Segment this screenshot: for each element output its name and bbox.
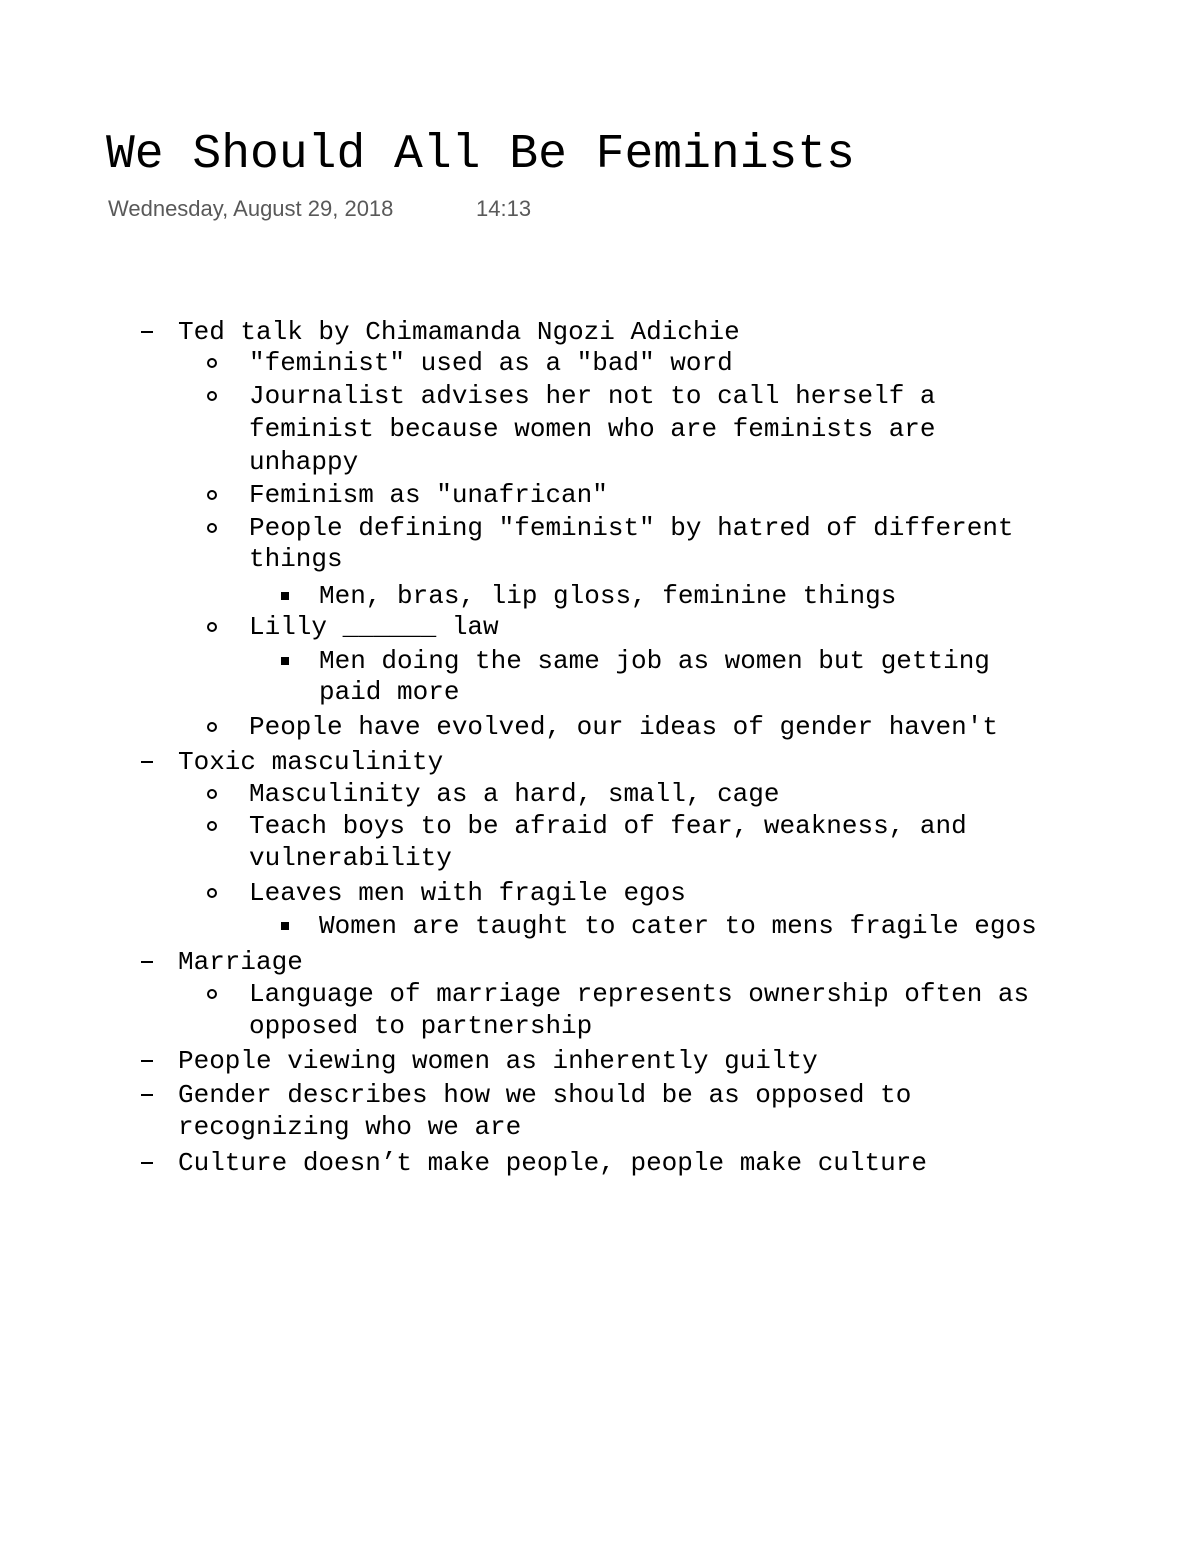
list-item-text: People defining "feminist" by hatred of different <box>249 513 1014 543</box>
list-item-text: Men, bras, lip gloss, feminine things <box>319 581 897 611</box>
list-item-text: Masculinity as a hard, small, cage <box>249 779 780 809</box>
square-bullet-icon <box>281 657 289 665</box>
circle-bullet-icon <box>207 789 217 799</box>
square-bullet-icon <box>281 592 289 600</box>
list-item-text: unhappy <box>249 447 359 477</box>
list-item-text: Men doing the same job as women but getting <box>319 646 990 676</box>
dash-bullet-icon <box>141 1162 153 1164</box>
dash-bullet-icon <box>141 1060 153 1062</box>
list-item-text: paid more <box>319 677 460 707</box>
circle-bullet-icon <box>207 490 217 500</box>
list-item-text: Toxic masculinity <box>178 747 444 777</box>
list-item-text: Feminism as "unafrican" <box>249 480 608 510</box>
circle-bullet-icon <box>207 358 217 368</box>
list-item-text: Gender describes how we should be as opposed to <box>178 1080 912 1110</box>
list-item-text: opposed to partnership <box>249 1011 593 1041</box>
page-title: We Should All Be Feminists <box>106 128 855 182</box>
list-item-text: Lilly ______ law <box>249 612 499 642</box>
list-item-text: Journalist advises her not to call herself a <box>249 381 936 411</box>
dash-bullet-icon <box>141 961 153 963</box>
circle-bullet-icon <box>207 722 217 732</box>
list-item-text: Language of marriage represents ownership often as <box>249 979 1030 1009</box>
list-item-text: feminist because women who are feminists are <box>249 414 936 444</box>
list-item-text: recognizing who we are <box>178 1112 522 1142</box>
circle-bullet-icon <box>207 622 217 632</box>
list-item-text: Ted talk by Chimamanda Ngozi Adichie <box>178 317 740 347</box>
list-item-text: Marriage <box>178 947 303 977</box>
dash-bullet-icon <box>141 1094 153 1096</box>
list-item-text: Culture doesn’t make people, people make culture <box>178 1148 927 1178</box>
circle-bullet-icon <box>207 989 217 999</box>
circle-bullet-icon <box>207 821 217 831</box>
dash-bullet-icon <box>141 331 153 333</box>
list-item-text: Women are taught to cater to mens fragile egos <box>319 911 1037 941</box>
circle-bullet-icon <box>207 391 217 401</box>
circle-bullet-icon <box>207 888 217 898</box>
list-item-text: People viewing women as inherently guilty <box>178 1046 818 1076</box>
square-bullet-icon <box>281 922 289 930</box>
list-item-text: Leaves men with fragile egos <box>249 878 686 908</box>
list-item-text: vulnerability <box>249 843 452 873</box>
list-item-text: things <box>249 544 343 574</box>
list-item-text: Teach boys to be afraid of fear, weakness, and <box>249 811 967 841</box>
list-item-text: "feminist" used as a "bad" word <box>249 348 733 378</box>
circle-bullet-icon <box>207 523 217 533</box>
dash-bullet-icon <box>141 761 153 763</box>
list-item-text: People have evolved, our ideas of gender haven't <box>249 712 998 742</box>
note-time: 14:13 <box>476 196 532 221</box>
note-date: Wednesday, August 29, 2018 <box>108 196 394 221</box>
